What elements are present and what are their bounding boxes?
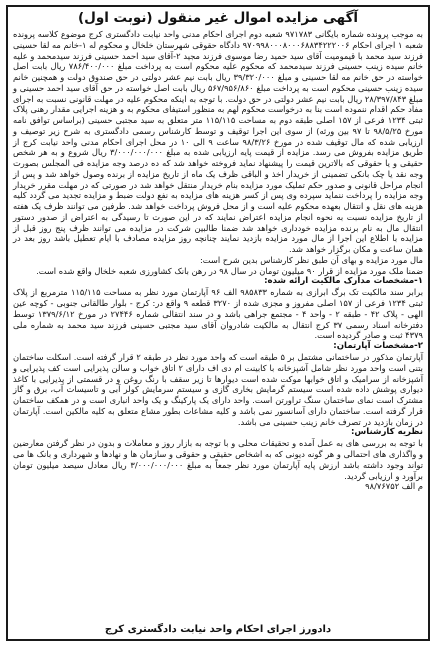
section1-body: برابر سند مالکیت تک برگ ابرازی به شماره ۹۸۵۸۳۳ الف ۹۶ آپارتمان مورد نظر به مساحت ۱۱۵/۱۱۵ مترمربع از پلاک ثبتی ۱۲۳۴ فرعی از ۱۵۷ اصلی مفروز و مجزی شده از ۳۲۷۰ قطعه ۹ واقع در: کرج - بلوار طالقانی جنوبی - کوچه عین الهی - پلاک ۴۲ - طبقه ۲ - واحد ۴ - مجتمع جراهی باشد و در سند انتقالی شماره ۲۷۴۴۶ در مورخ ۱۳۷۹/۶/۱۲ توسط دفترخانه اسناد رسمی ۳۷ کرج انتقال به مالکیت شادروان آقای سید مجتبی حسینی فرزند سید محمد به شماره ملی ۴۳۷۹ ثبت و صادر گردیده است. xyxy=(13,287,424,341)
section1-title: ۱-مشخصات مدارک مالکیت ارائه شده: xyxy=(264,276,423,287)
section2-body: آپارتمان مذکور در ساختمانی مشتمل بر ۵ طبقه است که واحد مورد نظر در طبقه ۲ قرار گرفته است. اسکلت ساختمان بتنی است واحد مورد نظر شامل آشپزخانه با کابینت ام دی اف دارای ۲ اتاق خواب و سالن پذیرایی است کف پذیرایی و آشپزخانه از سرامیک و اتاق خوابها موکت شده است دیوارها تا زیر سقف با رنگ روغن و در قسمتی از پذیرایی با کاغذ دیواری پوشش داده شده است سیستم گرمایش بخاری گازی و سیستم سرمایش کولر آبی و تاسیسات آب، برق و گاز مشترک است نمای ساختمان سنگ تراورتن است. واحد دارای یک پارکینگ و یک واحد انباری است و در همکف ساختمان قرار گرفته است. ساختمان دارای آسانسور نمی باشد و کلیه مشاعات بطور مشاع متعلق به کلیه مالکین است. آپارتمان در زمان بازدید در تصرف خانم زینب حسینی می باشد. xyxy=(13,352,424,427)
notice-title: آگهی مزایده اموال غیر منقول (نوبت اول) xyxy=(77,10,359,26)
section3-body: با توجه به بررسی های به عمل آمده و تحقیقات محلی و با توجه به بازار روز و معاملات و بدون در نظر گرفتن معارضین و واگذاری های احتمالی و هر گونه دیونی که به اشخاص حقیقی و حقوقی و سازمان ها و نهادها و شهرداری و بانک ها می تواند وجود داشته باشد ارزش پایه آپارتمان مورد نظر جمعاً به مبلغ ۳/۰۰۰/۰۰۰/۰۰۰ ریال معادل سیصد میلیون تومان برآورد و ارزیابی گردید. xyxy=(13,438,424,481)
reference-number: م الف ۹۸/۷۶۷۵۲ xyxy=(365,481,423,492)
signature: دادورز اجرای احکام واحد نیابت دادگستری کرج xyxy=(104,624,332,635)
valuation-line: ضمنا ملک مورد مزایده از قرار ۹۰ میلیون تومان در سال ۹۸ در رهن بانک کشاورزی شعبه خلخال واقع شده است. xyxy=(36,265,423,276)
section2-title: ۲-مشخصات آپارتمان: xyxy=(333,341,423,351)
notice-intro: به موجب پرونده شماره بایگانی ۹۷۱۷۸۳ شعبه دوم اجرای احکام مدنی واحد نیابت دادگستری کرج موضوع کلاسه پرونده شعبه ۱ اجرای احکام ۹۷۰۹۹۸۰۰۰۸۰۰۰۶۸۸۳۴۲۲۲۰۰۶ دادگاه حقوقی شهرستان خلخال و محکوم له ۱-خانم مه لقا حسینی فرزند سید محمد با قیمومیت آقای سید حمید رضا موسوی فرزند مجید ۲-آقای سید احمد حسینی فرزند سیدمحمد و علیه خانم سیده زینب حسینی فرزند سیدمحمد که محکوم علیه محکوم است به پرداخت مبلغ ۷۸۶/۴۰۰/۰۰۰ ریال بابت اصل خواسته در حق خانم مه لقا حسینی و مبلغ ۳۹/۳۲۰/۰۰۰ ریال بابت نیم عشر دولتی در حق صندوق دولت و همچنین خانم سیده زینب حسینی محکوم است به پرداخت مبلغ ۵۶۷/۹۵۶/۸۶۰ ریال بابت اصل خواسته در حق آقای سید احمد حسینی و مبلغ ۲۸/۳۹۷/۸۴۳ ریال بابت نیم عشر دولتی در حق دولت. با توجه به اینکه محکوم علیه در مهلت قانونی نسبت به اجرای مفاد حکم اقدام ننموده است بنا به درخواست محکوم لهم به منظور استیفای محکوم به و هزینه اجرایی مقدار رهنی پلاک ثبتی ۱۲۳۴ فرعی از ۱۵۷ اصلی طبقه دوم به مساحت ۱۱۵/۱۱۵ متر متعلق به سید مجتبی حسینی (براساس توافق نامه مورخ ۹۸/۵/۲۵ تا ۹۷ بین ورثه) از سوی این اجرا توقیف و توسط کارشناس رسمی دادگستری به شرح زیر توصیف و ارزیابی شده که مال توقیف شده در مورخ ۹۸/۳/۲۶ ساعت ۹ الی ۱۰ در محل اجرای احکام مدنی واحد نیابت کرج از طریق مزایده بفروش می رسد. مزایده از قیمت پایه ارزیابی شده به مبلغ ۳/۰۰۰/۰۰۰/۰۰۰ ریال شروع و به هر شخص حقیقی و یا حقوقی که بالاترین قیمت را پیشنهاد نماید فروخته خواهد شد که ده درصد وجه مزایده فی المجلس بصورت وجه نقد یا چک بانکی تضمینی از خریدار اخذ و الباقی ظرف یک ماه از تاریخ مزایده از برنده وصول خواهد شد و پس از انجام مراحل قانونی و صدور حکم تملیک مورد مزایده بنام خریدار منتقل خواهد شد در صورتی که در مهلت مقرر خریدار وجه مزایده را پرداخت ننماید سپرده وی پس از کسر هزینه های مزایده به نفع دولت ضبط و مزایده تجدید می گردد کلیه هزینه های نقل و انتقال بعهده محکوم علیه است و از محل فروش پرداخت خواهد شد. طرفین می توانند ظرف یک هفته از تاریخ مزایده نسبت به نحوه انجام مزایده اعتراض نمایند که در این صورت تا رسیدگی به اعتراض از صدور دستور انتقال مال به نام برنده مزایده خودداری خواهد شد ضمنا طالبین شرکت در مزایده می توانند ظرف پنج روز قبل از مزایده با اطلاع این اجرا از مال مورد مزایده بازدید نمایند چنانچه روز مزایده مصادف با ایام تعطیل باشد روز بعد در همان ساعت و مکان برگزار خواهد شد. xyxy=(13,29,424,254)
notice-frame xyxy=(6,5,430,641)
seizure-line: مال مورد مزایده و بهای آن طبق نظر کارشناس بدین شرح است: xyxy=(199,254,423,265)
section3-title: نظریه کارشناس: xyxy=(350,427,423,438)
